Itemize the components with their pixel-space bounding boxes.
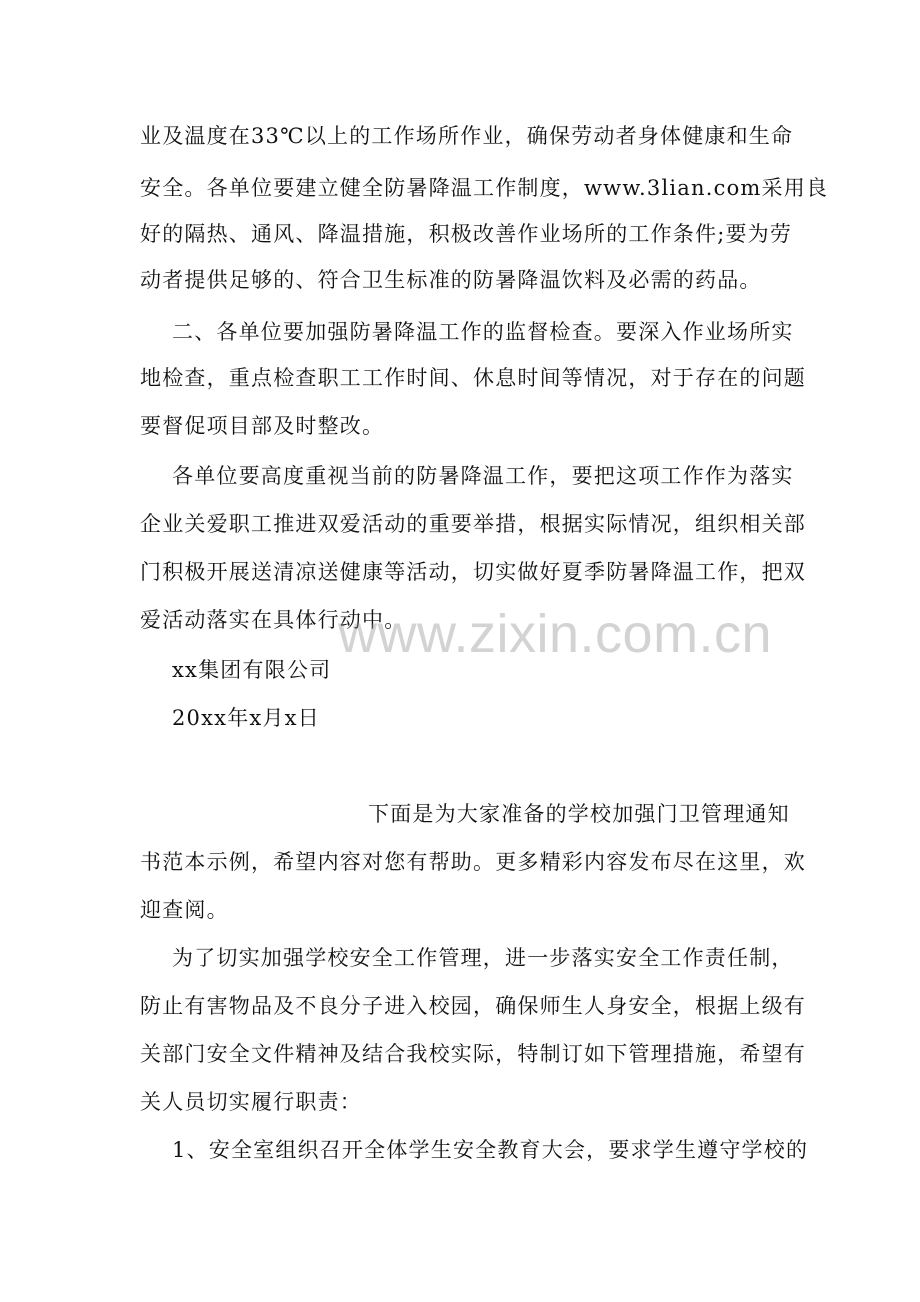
text-line: 企业关爱职工推进双爱活动的重要举措，根据实际情况，组织相关部 xyxy=(140,512,806,536)
text-line: 爱活动落实在具体行动中。 xyxy=(140,608,407,632)
text-line: 关部门安全文件精神及结合我校实际，特制订如下管理措施，希望有 xyxy=(140,1042,806,1066)
text-line: 为了切实加强学校安全工作管理，进一步落实安全工作责任制， xyxy=(172,946,794,970)
text-line: 二、各单位要加强防暑降温工作的监督检查。要深入作业场所实 xyxy=(172,320,794,344)
text-line: 业及温度在33℃以上的工作场所作业，确保劳动者身体健康和生命 xyxy=(140,124,794,148)
text-line: 安全。各单位要建立健全防暑降温工作制度，www.3lian.com采用良 xyxy=(140,176,829,200)
text-line: 1、安全室组织召开全体学生安全教育大会，要求学生遵守学校的 xyxy=(172,1138,809,1162)
text-line: 好的隔热、通风、降温措施，积极改善作业场所的工作条件;要为劳 xyxy=(140,222,793,246)
watermark: www.zixin.com.cn xyxy=(338,604,773,664)
text-line: 关人员切实履行职责： xyxy=(140,1090,362,1114)
text-line: 防止有害物品及不良分子进入校园，确保师生人身安全，根据上级有 xyxy=(140,994,806,1018)
text-line: 要督促项目部及时整改。 xyxy=(140,414,385,438)
text-line: 动者提供足够的、符合卫生标准的防暑降温饮料及必需的药品。 xyxy=(140,268,762,292)
text-line: 下面是为大家准备的学校加强门卫管理通知 xyxy=(368,802,790,826)
signature-company: xx集团有限公司 xyxy=(172,658,332,682)
signature-date: 20xx年x月x日 xyxy=(172,706,320,730)
text-line: 门积极开展送清凉送健康等活动，切实做好夏季防暑降温工作，把双 xyxy=(140,560,806,584)
text-line: 书范本示例，希望内容对您有帮助。更多精彩内容发布尽在这里，欢 xyxy=(140,850,806,874)
text-line: 地检查，重点检查职工工作时间、休息时间等情况，对于存在的问题 xyxy=(140,366,806,390)
text-line: 各单位要高度重视当前的防暑降温工作，要把这项工作作为落实 xyxy=(172,464,794,488)
text-line: 迎查阅。 xyxy=(140,898,229,922)
